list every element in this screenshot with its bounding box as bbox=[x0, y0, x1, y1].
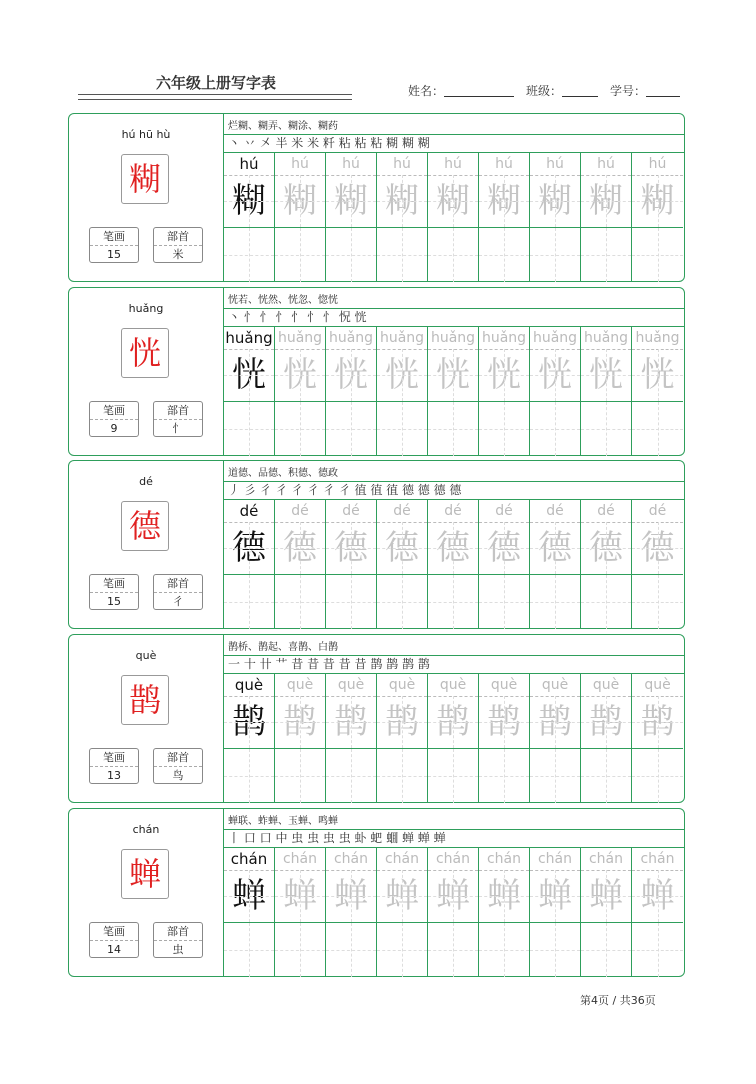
cell-character: 恍 bbox=[224, 349, 274, 402]
cell-pinyin: dé bbox=[326, 500, 376, 523]
cell-pinyin: hú bbox=[581, 153, 631, 176]
main-character: 糊 bbox=[128, 160, 161, 198]
stroke-order: 丨 口 口 中 虫 虫 虫 虫 虲 蚆 蜖 蝉 蝉 蝉 bbox=[224, 829, 685, 848]
practice-cell[interactable] bbox=[377, 500, 428, 629]
radical-tag bbox=[153, 574, 203, 610]
blank-writing-box[interactable] bbox=[581, 402, 631, 456]
pinyin-heading: chán bbox=[132, 823, 160, 836]
radical-value: 鸟 bbox=[172, 769, 184, 782]
main-character-box bbox=[121, 154, 169, 204]
practice-cell[interactable] bbox=[377, 327, 428, 456]
blank-writing-box[interactable] bbox=[479, 749, 529, 803]
cell-pinyin: què bbox=[326, 674, 376, 697]
blank-writing-box[interactable] bbox=[530, 228, 580, 282]
blank-writing-box[interactable] bbox=[530, 749, 580, 803]
blank-writing-box[interactable] bbox=[530, 402, 580, 456]
cell-pinyin: huǎng bbox=[530, 327, 580, 350]
stroke-count-tag bbox=[89, 574, 139, 610]
blank-writing-box[interactable] bbox=[428, 228, 478, 282]
char-info-panel bbox=[69, 635, 223, 802]
blank-writing-box[interactable] bbox=[377, 402, 427, 456]
stroke-order: 丶 忄 忄 忄 忄 忄 忄 怳 恍 bbox=[224, 308, 685, 327]
practice-cell[interactable] bbox=[581, 674, 632, 803]
stroke-count-label: 笔画 bbox=[90, 749, 138, 767]
cell-pinyin: chán bbox=[428, 848, 478, 871]
blank-writing-box[interactable] bbox=[275, 402, 325, 456]
blank-writing-box[interactable] bbox=[428, 575, 478, 629]
blank-writing-box[interactable] bbox=[428, 749, 478, 803]
cell-pinyin: què bbox=[479, 674, 529, 697]
blank-writing-box[interactable] bbox=[326, 923, 376, 977]
word-list: 烂糊、糊弄、糊涂、糊药 bbox=[228, 121, 338, 132]
cell-character: 糊 bbox=[530, 175, 580, 228]
cell-pinyin: dé bbox=[632, 500, 683, 523]
cell-character: 德 bbox=[275, 522, 325, 575]
radical-label: 部首 bbox=[154, 402, 202, 420]
blank-writing-box[interactable] bbox=[326, 749, 376, 803]
model-cell bbox=[224, 848, 275, 977]
blank-writing-box[interactable] bbox=[377, 923, 427, 977]
cell-character: 德 bbox=[581, 522, 631, 575]
cell-character: 糊 bbox=[632, 175, 683, 228]
cell-character: 蝉 bbox=[224, 870, 274, 923]
character-card bbox=[68, 287, 685, 456]
blank-writing-box[interactable] bbox=[326, 402, 376, 456]
radical-value: 忄 bbox=[172, 422, 184, 435]
main-character-box bbox=[121, 849, 169, 899]
cell-pinyin: hú bbox=[326, 153, 376, 176]
practice-cell[interactable] bbox=[479, 153, 530, 282]
cell-character: 恍 bbox=[530, 349, 580, 402]
cell-pinyin: dé bbox=[224, 500, 274, 523]
practice-panel bbox=[223, 288, 685, 455]
cell-character: 德 bbox=[479, 522, 529, 575]
radical-tag bbox=[153, 748, 203, 784]
cell-pinyin: hú bbox=[530, 153, 580, 176]
character-card bbox=[68, 113, 685, 282]
blank-writing-box[interactable] bbox=[377, 575, 427, 629]
blank-writing-box[interactable] bbox=[275, 228, 325, 282]
cell-pinyin: hú bbox=[275, 153, 325, 176]
stroke-count-label: 笔画 bbox=[90, 923, 138, 941]
cell-character: 糊 bbox=[479, 175, 529, 228]
cell-character: 鹊 bbox=[275, 696, 325, 749]
cell-character: 德 bbox=[530, 522, 580, 575]
radical-label: 部首 bbox=[154, 749, 202, 767]
main-character: 鹊 bbox=[128, 681, 161, 719]
blank-writing-box[interactable] bbox=[530, 575, 580, 629]
blank-writing-box[interactable] bbox=[479, 575, 529, 629]
practice-cell[interactable] bbox=[632, 500, 683, 629]
cell-pinyin: huǎng bbox=[326, 327, 376, 350]
cell-character: 糊 bbox=[377, 175, 427, 228]
cell-pinyin: huǎng bbox=[224, 327, 274, 350]
cell-pinyin: huǎng bbox=[479, 327, 529, 350]
cell-character: 德 bbox=[224, 522, 274, 575]
practice-cell[interactable] bbox=[479, 848, 530, 977]
practice-cell[interactable] bbox=[326, 674, 377, 803]
cell-character: 鹊 bbox=[479, 696, 529, 749]
cell-pinyin: huǎng bbox=[377, 327, 427, 350]
practice-cell[interactable] bbox=[275, 153, 326, 282]
stroke-count-label: 笔画 bbox=[90, 228, 138, 246]
blank-writing-box[interactable] bbox=[479, 923, 529, 977]
practice-cell[interactable] bbox=[326, 153, 377, 282]
stroke-count-value: 13 bbox=[107, 769, 121, 782]
blank-writing-box[interactable] bbox=[224, 575, 274, 629]
practice-cell[interactable] bbox=[581, 500, 632, 629]
practice-cell[interactable] bbox=[326, 500, 377, 629]
radical-label: 部首 bbox=[154, 575, 202, 593]
stroke-count-tag bbox=[89, 227, 139, 263]
practice-cell[interactable] bbox=[530, 674, 581, 803]
cell-character: 蝉 bbox=[632, 870, 683, 923]
cell-character: 鹊 bbox=[377, 696, 427, 749]
cell-character: 恍 bbox=[632, 349, 683, 402]
cell-pinyin: dé bbox=[275, 500, 325, 523]
name-field bbox=[408, 82, 514, 99]
char-info-panel bbox=[69, 114, 223, 281]
word-list: 恍若、恍然、恍忽、惚恍 bbox=[228, 295, 338, 306]
stroke-order: 丶 丷 㐅 半 米 米 粁 粘 粘 粘 糊 糊 糊 bbox=[224, 134, 685, 153]
cell-pinyin: què bbox=[275, 674, 325, 697]
blank-writing-box[interactable] bbox=[326, 228, 376, 282]
cell-character: 鹊 bbox=[632, 696, 683, 749]
pinyin-heading: huǎng bbox=[128, 302, 164, 315]
practice-cell[interactable] bbox=[377, 674, 428, 803]
class-field bbox=[526, 82, 598, 99]
practice-grid bbox=[224, 153, 685, 282]
stroke-order: 一 十 卄 艹 昔 昔 昔 昔 昔 鹊 鹊 鹊 鹊 bbox=[224, 655, 685, 674]
cell-pinyin: chán bbox=[275, 848, 325, 871]
character-card bbox=[68, 460, 685, 629]
main-character: 蝉 bbox=[128, 855, 161, 893]
stroke-count-value: 15 bbox=[107, 248, 121, 261]
practice-cell[interactable] bbox=[275, 848, 326, 977]
id-blank[interactable] bbox=[646, 84, 680, 97]
cell-pinyin: hú bbox=[377, 153, 427, 176]
cell-character: 恍 bbox=[581, 349, 631, 402]
stroke-count-label: 笔画 bbox=[90, 575, 138, 593]
practice-panel bbox=[223, 635, 685, 802]
main-character-box bbox=[121, 328, 169, 378]
blank-writing-box[interactable] bbox=[479, 402, 529, 456]
id-label: 学号： bbox=[610, 84, 647, 98]
model-cell bbox=[224, 153, 275, 282]
cell-pinyin: què bbox=[428, 674, 478, 697]
cell-character: 德 bbox=[428, 522, 478, 575]
cell-character: 恍 bbox=[326, 349, 376, 402]
practice-cell[interactable] bbox=[530, 500, 581, 629]
blank-writing-box[interactable] bbox=[632, 923, 683, 977]
cell-character: 恍 bbox=[479, 349, 529, 402]
cell-character: 蝉 bbox=[377, 870, 427, 923]
cell-character: 恍 bbox=[275, 349, 325, 402]
main-character: 恍 bbox=[128, 334, 161, 372]
practice-grid bbox=[224, 500, 685, 629]
practice-cell[interactable] bbox=[428, 674, 479, 803]
practice-cell[interactable] bbox=[428, 327, 479, 456]
name-label: 姓名： bbox=[408, 84, 445, 98]
cell-character: 德 bbox=[326, 522, 376, 575]
cell-pinyin: hú bbox=[479, 153, 529, 176]
blank-writing-box[interactable] bbox=[581, 228, 631, 282]
cell-character: 鹊 bbox=[530, 696, 580, 749]
cell-pinyin: què bbox=[530, 674, 580, 697]
cell-pinyin: huǎng bbox=[632, 327, 683, 350]
blank-writing-box[interactable] bbox=[530, 923, 580, 977]
radical-tag bbox=[153, 922, 203, 958]
cell-pinyin: hú bbox=[224, 153, 274, 176]
practice-grid bbox=[224, 848, 685, 977]
practice-cell[interactable] bbox=[530, 327, 581, 456]
cell-character: 德 bbox=[377, 522, 427, 575]
blank-writing-box[interactable] bbox=[377, 228, 427, 282]
practice-cell[interactable] bbox=[326, 848, 377, 977]
radical-value: 虫 bbox=[172, 943, 184, 956]
practice-grid bbox=[224, 327, 685, 456]
blank-writing-box[interactable] bbox=[275, 749, 325, 803]
radical-tag bbox=[153, 227, 203, 263]
cell-pinyin: dé bbox=[428, 500, 478, 523]
cell-character: 鹊 bbox=[224, 696, 274, 749]
cell-character: 蝉 bbox=[326, 870, 376, 923]
blank-writing-box[interactable] bbox=[632, 228, 683, 282]
stroke-count-tag bbox=[89, 748, 139, 784]
practice-cell[interactable] bbox=[275, 327, 326, 456]
practice-cell[interactable] bbox=[530, 153, 581, 282]
cell-character: 蝉 bbox=[530, 870, 580, 923]
radical-value: 彳 bbox=[172, 595, 184, 608]
cell-pinyin: chán bbox=[377, 848, 427, 871]
cell-pinyin: què bbox=[224, 674, 274, 697]
blank-writing-box[interactable] bbox=[275, 575, 325, 629]
blank-writing-box[interactable] bbox=[428, 923, 478, 977]
name-blank[interactable] bbox=[444, 84, 514, 97]
page-number: 第4页 / 共36页 bbox=[580, 994, 656, 1007]
model-cell bbox=[224, 500, 275, 629]
cell-pinyin: què bbox=[377, 674, 427, 697]
practice-cell[interactable] bbox=[479, 500, 530, 629]
practice-cell[interactable] bbox=[581, 327, 632, 456]
model-cell bbox=[224, 674, 275, 803]
cell-pinyin: hú bbox=[428, 153, 478, 176]
main-character-box bbox=[121, 675, 169, 725]
cell-pinyin: chán bbox=[581, 848, 631, 871]
blank-writing-box[interactable] bbox=[224, 923, 274, 977]
cell-pinyin: dé bbox=[581, 500, 631, 523]
practice-cell[interactable] bbox=[632, 848, 683, 977]
practice-cell[interactable] bbox=[632, 153, 683, 282]
pinyin-heading: hú hū hù bbox=[121, 128, 171, 141]
blank-writing-box[interactable] bbox=[326, 575, 376, 629]
practice-cell[interactable] bbox=[581, 153, 632, 282]
blank-writing-box[interactable] bbox=[224, 402, 274, 456]
cell-character: 蝉 bbox=[428, 870, 478, 923]
practice-panel bbox=[223, 809, 685, 976]
radical-value: 米 bbox=[172, 248, 184, 261]
blank-writing-box[interactable] bbox=[275, 923, 325, 977]
word-list: 道德、品德、积德、德政 bbox=[228, 468, 338, 479]
blank-writing-box[interactable] bbox=[428, 402, 478, 456]
practice-panel bbox=[223, 114, 685, 281]
pinyin-heading: què bbox=[135, 649, 157, 662]
cell-pinyin: hú bbox=[632, 153, 683, 176]
cell-pinyin: huǎng bbox=[428, 327, 478, 350]
practice-cell[interactable] bbox=[581, 848, 632, 977]
cell-character: 恍 bbox=[377, 349, 427, 402]
title-underline bbox=[78, 94, 352, 100]
practice-cell[interactable] bbox=[377, 153, 428, 282]
cell-pinyin: huǎng bbox=[581, 327, 631, 350]
cell-pinyin: dé bbox=[479, 500, 529, 523]
class-blank[interactable] bbox=[562, 84, 598, 97]
practice-cell[interactable] bbox=[479, 327, 530, 456]
main-character-box bbox=[121, 501, 169, 551]
cell-pinyin: què bbox=[632, 674, 683, 697]
char-info-panel bbox=[69, 288, 223, 455]
practice-cell[interactable] bbox=[428, 500, 479, 629]
practice-cell[interactable] bbox=[275, 500, 326, 629]
blank-writing-box[interactable] bbox=[377, 749, 427, 803]
cell-pinyin: chán bbox=[530, 848, 580, 871]
cell-character: 糊 bbox=[428, 175, 478, 228]
cell-character: 蝉 bbox=[479, 870, 529, 923]
cell-pinyin: dé bbox=[530, 500, 580, 523]
cell-pinyin: què bbox=[581, 674, 631, 697]
cell-character: 鹊 bbox=[428, 696, 478, 749]
model-cell bbox=[224, 327, 275, 456]
practice-cell[interactable] bbox=[377, 848, 428, 977]
cell-pinyin: chán bbox=[632, 848, 683, 871]
practice-grid bbox=[224, 674, 685, 803]
blank-writing-box[interactable] bbox=[632, 575, 683, 629]
practice-cell[interactable] bbox=[326, 327, 377, 456]
blank-writing-box[interactable] bbox=[224, 228, 274, 282]
class-label: 班级： bbox=[526, 84, 563, 98]
id-field bbox=[610, 82, 680, 99]
cell-pinyin: chán bbox=[224, 848, 274, 871]
cell-pinyin: chán bbox=[479, 848, 529, 871]
character-card bbox=[68, 634, 685, 803]
stroke-order: 丿 彡 彳 彳 彳 彳 彳 彳 徝 徝 徝 德 德 德 德 bbox=[224, 481, 685, 500]
cell-character: 恍 bbox=[428, 349, 478, 402]
practice-cell[interactable] bbox=[632, 674, 683, 803]
blank-writing-box[interactable] bbox=[632, 402, 683, 456]
blank-writing-box[interactable] bbox=[632, 749, 683, 803]
stroke-count-value: 14 bbox=[107, 943, 121, 956]
cell-character: 糊 bbox=[326, 175, 376, 228]
practice-panel bbox=[223, 461, 685, 628]
practice-cell[interactable] bbox=[428, 848, 479, 977]
practice-cell[interactable] bbox=[428, 153, 479, 282]
stroke-count-value: 9 bbox=[110, 422, 118, 435]
stroke-count-tag bbox=[89, 922, 139, 958]
stroke-count-value: 15 bbox=[107, 595, 121, 608]
pinyin-heading: dé bbox=[139, 475, 153, 488]
word-list: 鹊桥、鹊起、喜鹊、白鹊 bbox=[228, 642, 338, 653]
practice-cell[interactable] bbox=[275, 674, 326, 803]
cell-character: 糊 bbox=[581, 175, 631, 228]
stroke-count-label: 笔画 bbox=[90, 402, 138, 420]
blank-writing-box[interactable] bbox=[581, 749, 631, 803]
cell-pinyin: huǎng bbox=[275, 327, 325, 350]
cell-character: 糊 bbox=[275, 175, 325, 228]
blank-writing-box[interactable] bbox=[224, 749, 274, 803]
blank-writing-box[interactable] bbox=[581, 923, 631, 977]
stroke-count-tag bbox=[89, 401, 139, 437]
radical-label: 部首 bbox=[154, 923, 202, 941]
practice-cell[interactable] bbox=[479, 674, 530, 803]
cell-character: 鹊 bbox=[581, 696, 631, 749]
cell-character: 蝉 bbox=[581, 870, 631, 923]
page-title: 六年级上册写字表 bbox=[155, 74, 276, 92]
main-character: 德 bbox=[128, 507, 161, 545]
word-list: 蝉联、蚱蝉、玉蝉、鸣蝉 bbox=[228, 816, 338, 827]
cell-character: 糊 bbox=[224, 175, 274, 228]
cell-character: 德 bbox=[632, 522, 683, 575]
cell-pinyin: chán bbox=[326, 848, 376, 871]
cell-character: 鹊 bbox=[326, 696, 376, 749]
char-info-panel bbox=[69, 809, 223, 976]
cell-pinyin: dé bbox=[377, 500, 427, 523]
practice-cell[interactable] bbox=[530, 848, 581, 977]
radical-label: 部首 bbox=[154, 228, 202, 246]
char-info-panel bbox=[69, 461, 223, 628]
character-card bbox=[68, 808, 685, 977]
cell-character: 蝉 bbox=[275, 870, 325, 923]
blank-writing-box[interactable] bbox=[479, 228, 529, 282]
blank-writing-box[interactable] bbox=[581, 575, 631, 629]
practice-cell[interactable] bbox=[632, 327, 683, 456]
radical-tag bbox=[153, 401, 203, 437]
